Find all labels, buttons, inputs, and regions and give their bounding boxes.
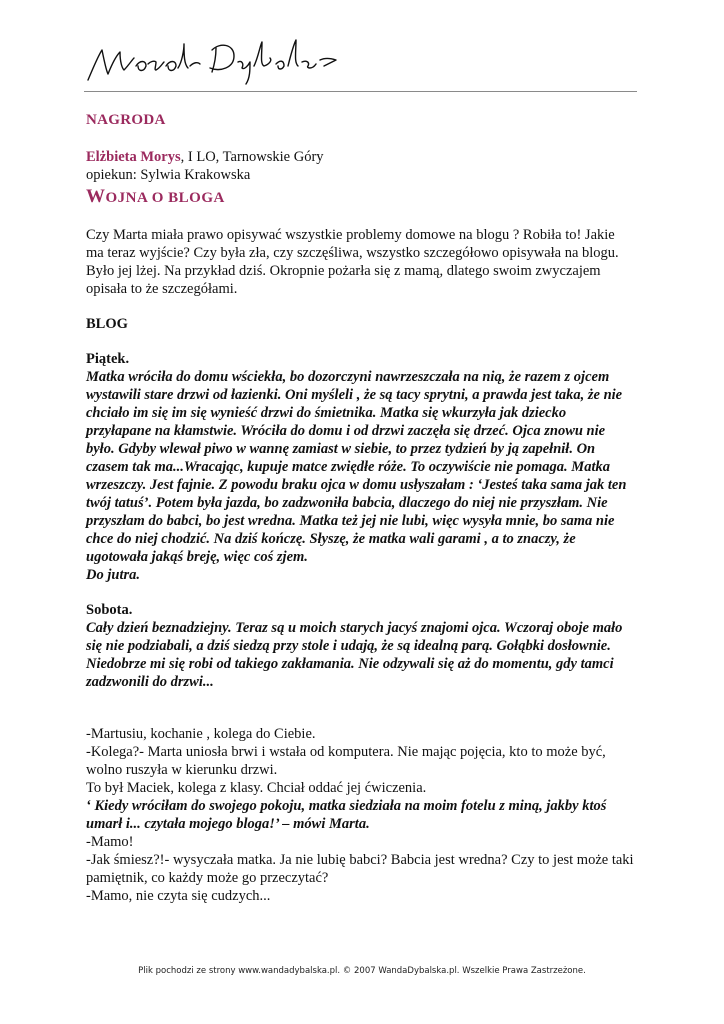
tutor-line: opiekun: Sylwia Krakowska	[86, 167, 251, 183]
dialogue-line: To był Maciek, kolega z klasy. Chciał oddać jej ćwiczenia.	[86, 780, 427, 796]
header-divider	[84, 91, 637, 92]
dialogue-line: -Mamo!	[86, 834, 134, 850]
dialogue-quote: ‘ Kiedy wróciłam do swojego pokoju, matka siedziała na moim fotelu z miną, jakby ktoś umarł i... czytała mojego bloga!’ – mówi Marta.	[86, 798, 607, 832]
friday-heading: Piątek.	[86, 351, 130, 367]
saturday-heading: Sobota.	[86, 602, 133, 618]
title-first-letter: W	[86, 186, 106, 207]
document-body	[86, 112, 634, 905]
dialogue-line: -Jak śmiesz?!- wysyczała matka. Ja nie lubię babci? Babcia jest wredna? Czy to jest może taki pamiętnik, co każdy może go przeczytać?	[86, 852, 634, 886]
author-line	[86, 148, 634, 166]
story-title	[86, 186, 634, 208]
author-school: , I LO, Tarnowskie Góry	[180, 149, 324, 165]
intro-paragraph: Czy Marta miała prawo opisywać wszystkie problemy domowe na blogu ? Robiła to! Jakie ma teraz wyjście? Czy była zła, czy szczęśliwa, wszystko szczegółowo opisywała na blogu. Było jej lżej. Na przykład dziś. Okropnie pożarła się z mamą, dlatego swoim zwyczajem opisała to że szczegółami.	[86, 227, 619, 297]
author-name: Elżbieta Morys	[86, 149, 181, 165]
blog-heading: BLOG	[86, 316, 128, 332]
prize-heading: NAGRODA	[86, 112, 166, 128]
dialogue-line: -Mamo, nie czyta się cudzych...	[86, 888, 271, 904]
handwritten-signature-logo	[84, 36, 344, 88]
dialogue-line: -Martusiu, kochanie , kolega do Ciebie.	[86, 726, 316, 742]
friday-entry: Matka wróciła do domu wściekła, bo dozorczyni nawrzeszczała na nią, że razem z ojcem wystawili stare drzwi od łazienki. Oni myśleli , że są tacy sprytni, a prawda jest taka, że nie chciało im się im się wynieść drzwi do śmietnika. Matka się wkurzyła jak dziecko przyłapane na kłamstwie. Wróciła do domu i od drzwi zaczęła się drzeć. Ojca znowu nie było. Gdyby wlewał piwo w wannę zamiast w siebie, to przez tydzień by ją zapełnił. On czasem tak ma...Wracając, kupuje matce zwiędłe róże. To oczywiście nie pomaga. Matka wrzeszczy. Jest fajnie. Z powodu braku ojca w domu usłyszałam : ‘Jesteś taka sama jak ten twój tatuś’. Potem była jazda, bo zadzwoniła babcia, dlaczego do niej nie przyszłam. Nie przyszłam do babci, bo jest wredna. Matka też jej nie lubi, więc wysyła mnie, bo sama nie chce do niej chodzić. Na dziś kończę. Słyszę, że matka wali garami , a to znaczy, że ugotowała jakąś breję, więc coś zjem.	[86, 369, 627, 565]
title-rest: OJNA O BLOGA	[105, 190, 225, 206]
dialogue-line: -Kolega?- Marta uniosła brwi i wstała od komputera. Nie mając pojęcia, kto to może być, wolno ruszyła w kierunku drzwi.	[86, 744, 606, 778]
saturday-entry: Cały dzień beznadziejny. Teraz są u moich starych jacyś znajomi ojca. Wczoraj oboje mało się nie podziabali, a dziś siedzą przy stole i udają, że są idealną parą. Gołąbki dosłownie. Niedobrze mi się robi od takiego zakłamania. Nie odzywali się aż do momentu, gdy tamci zadzwonili do drzwi...	[86, 620, 623, 690]
friday-closing: Do jutra.	[86, 567, 140, 583]
page-footer: Plik pochodzi ze strony www.wandadybalska.pl. © 2007 WandaDybalska.pl. Wszelkie Prawa Zastrzeżone.	[138, 966, 586, 976]
